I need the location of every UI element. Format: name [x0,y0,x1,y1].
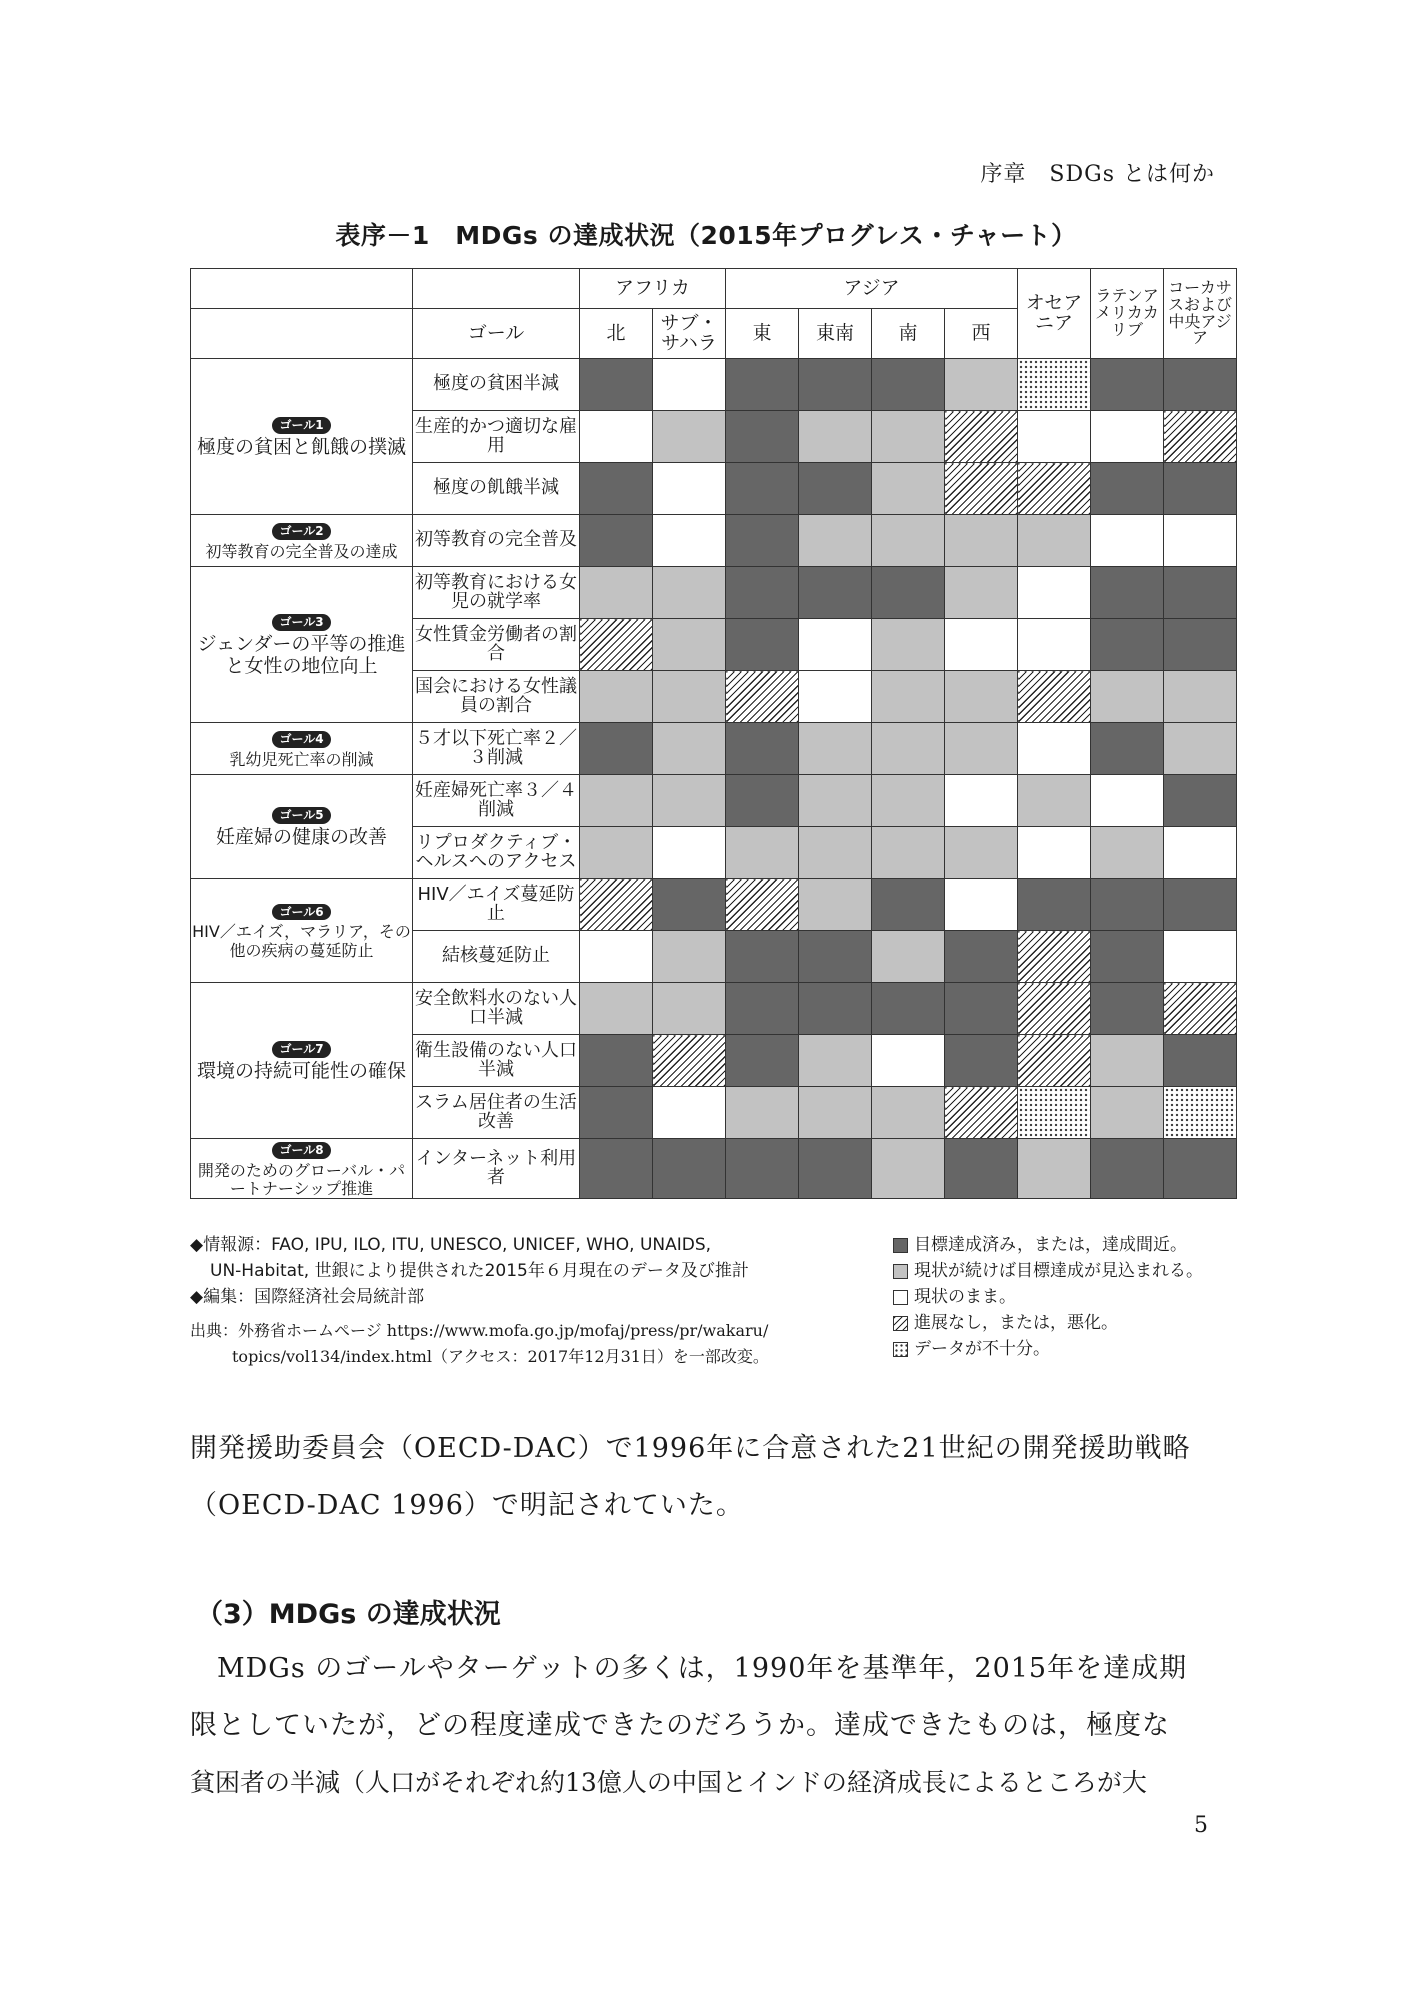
table-row [191,567,1237,619]
status-cell [799,619,872,671]
status-cell [1164,671,1237,723]
status-cell [726,1139,799,1199]
status-cell [872,983,945,1035]
target-label: ５才以下死亡率２／３削減 [413,723,580,775]
header-goal-blank [191,309,413,359]
goal-cell [191,983,413,1139]
goal-cell [191,723,413,775]
goal-badge: ゴール6 [272,904,330,921]
goal-title: ジェンダーの平等の推進と女性の地位向上 [197,632,406,677]
goal-cell [191,1139,413,1199]
status-cell [945,1139,1018,1199]
status-cell [799,567,872,619]
status-cell [1018,931,1091,983]
status-cell [945,671,1018,723]
header-goal: ゴール [413,309,580,359]
header-subregion: サブ・サハラ [653,309,726,359]
status-cell [1091,1139,1164,1199]
status-cell [653,983,726,1035]
target-label: インターネット利用者 [413,1139,580,1199]
status-cell [1018,671,1091,723]
header-subregion: 西 [945,309,1018,359]
source-line: topics/vol134/index.html（アクセス：2017年12月31日）を一部改変。 [232,1347,769,1366]
status-cell [1018,1035,1091,1087]
status-cell [945,1035,1018,1087]
notes-line: UN-Habitat, 世銀により提供された2015年６月現在のデータ及び推計 [210,1261,749,1281]
legend-label: 目標達成済み，または，達成間近。 [914,1235,1188,1255]
status-cell [580,463,653,515]
status-cell [799,463,872,515]
table-notes [190,1232,870,1310]
status-cell [653,619,726,671]
page-number: 5 [1194,1813,1208,1838]
status-cell [945,619,1018,671]
status-cell [1018,775,1091,827]
status-cell [1164,1139,1237,1199]
status-cell [1091,515,1164,567]
status-cell [653,827,726,879]
progress-chart-table [190,268,1237,1199]
status-cell [580,567,653,619]
status-cell [653,411,726,463]
status-cell [945,463,1018,515]
table-row [191,515,1237,567]
status-cell [653,723,726,775]
goal-title: 妊産婦の健康の改善 [215,825,387,848]
goal-cell [191,567,413,723]
status-cell [1164,619,1237,671]
status-cell [1091,463,1164,515]
status-cell [1018,723,1091,775]
status-cell [1091,827,1164,879]
legend-label: 現状が続けば目標達成が見込まれる。 [914,1261,1203,1281]
target-label: 女性賃金労働者の割合 [413,619,580,671]
status-cell [580,879,653,931]
header-blank [413,269,580,309]
goal-badge: ゴール7 [272,1041,330,1058]
source-line: 出典：外務省ホームページ https://www.mofa.go.jp/mofaj/press/pr/wakaru/ [190,1321,769,1340]
status-cell [1091,1087,1164,1139]
status-cell [726,827,799,879]
legend-swatch [893,1342,908,1357]
status-cell [799,671,872,723]
status-cell [799,931,872,983]
status-cell [1018,1139,1091,1199]
status-cell [580,827,653,879]
target-label: 妊産婦死亡率３／４削減 [413,775,580,827]
target-label: 初等教育の完全普及 [413,515,580,567]
status-cell [653,1035,726,1087]
status-cell [726,515,799,567]
header-corner [191,269,413,309]
status-cell [799,515,872,567]
status-cell [1164,775,1237,827]
status-cell [799,359,872,411]
status-cell [872,1139,945,1199]
goal-title: 極度の貧困と飢餓の撲滅 [196,435,406,458]
header-subregion: 北 [580,309,653,359]
status-cell [1164,411,1237,463]
status-cell [872,411,945,463]
running-header: 序章 SDGs とは何か [980,162,1215,187]
legend-item [893,1284,1203,1310]
target-label: スラム居住者の生活改善 [413,1087,580,1139]
target-label: HIV／エイズ蔓延防止 [413,879,580,931]
status-cell [1091,723,1164,775]
target-label: 安全飲料水のない人口半減 [413,983,580,1035]
status-cell [580,411,653,463]
header-oceania: オセアニア [1018,269,1091,359]
status-cell [945,879,1018,931]
status-cell [872,359,945,411]
paragraph-line: 貧困者の半減（人口がそれぞれ約13億人の中国とインドの経済成長によるところが大 [190,1768,1147,1797]
status-cell [1018,619,1091,671]
status-cell [872,775,945,827]
table-row [191,983,1237,1035]
status-cell [945,515,1018,567]
status-cell [653,931,726,983]
status-cell [726,1087,799,1139]
status-cell [872,515,945,567]
status-cell [580,359,653,411]
status-cell [653,567,726,619]
goal-badge: ゴール2 [272,523,330,540]
status-cell [1091,567,1164,619]
header-subregion: 南 [872,309,945,359]
status-cell [872,671,945,723]
status-cell [726,411,799,463]
goal-cell [191,515,413,567]
status-cell [799,411,872,463]
legend-label: 進展なし，または，悪化。 [914,1313,1118,1333]
goal-title: 環境の持続可能性の確保 [196,1059,406,1082]
header-subregion: 東 [726,309,799,359]
goal-badge: ゴール5 [272,807,330,824]
status-cell [1018,567,1091,619]
status-cell [653,515,726,567]
status-cell [1018,359,1091,411]
status-cell [726,879,799,931]
status-cell [726,775,799,827]
notes-line: ◆編集：国際経済社会局統計部 [190,1287,425,1307]
status-cell [580,1139,653,1199]
status-cell [726,567,799,619]
notes-line: ◆情報源：FAO, IPU, ILO, ITU, UNESCO, UNICEF, WHO, UNAIDS, [190,1235,712,1255]
goal-badge: ゴール3 [272,614,330,631]
source-note [190,1318,880,1370]
status-cell [726,983,799,1035]
status-cell [726,1035,799,1087]
status-cell [1018,983,1091,1035]
legend-swatch [893,1316,908,1331]
status-cell [1091,879,1164,931]
header-region-africa: アフリカ [580,269,726,309]
status-cell [872,827,945,879]
table-row [191,879,1237,931]
table-row [191,1139,1237,1199]
status-cell [653,1087,726,1139]
status-cell [580,775,653,827]
status-cell [726,671,799,723]
status-cell [653,359,726,411]
status-cell [872,1087,945,1139]
goal-badge: ゴール8 [272,1142,330,1159]
status-cell [1164,463,1237,515]
status-cell [1091,619,1164,671]
status-cell [1091,671,1164,723]
status-cell [1018,1087,1091,1139]
status-cell [653,671,726,723]
target-label: 生産的かつ適切な雇用 [413,411,580,463]
status-cell [945,567,1018,619]
status-cell [799,827,872,879]
status-cell [945,775,1018,827]
status-cell [799,723,872,775]
status-cell [1018,411,1091,463]
status-cell [1164,983,1237,1035]
legend-swatch [893,1238,908,1253]
status-cell [872,931,945,983]
status-cell [872,463,945,515]
legend-swatch [893,1290,908,1305]
goal-cell [191,775,413,879]
target-label: 極度の貧困半減 [413,359,580,411]
goal-badge: ゴール4 [272,731,330,748]
status-cell [580,671,653,723]
legend-item [893,1232,1203,1258]
status-cell [1018,463,1091,515]
status-cell [872,1035,945,1087]
status-cell [945,931,1018,983]
target-label: 初等教育における女児の就学率 [413,567,580,619]
status-cell [1164,879,1237,931]
target-label: リプロダクティブ・ヘルスへのアクセス [413,827,580,879]
status-cell [653,1139,726,1199]
goal-badge: ゴール1 [272,417,330,434]
status-cell [1018,827,1091,879]
legend [893,1232,1203,1362]
section-title: （3）MDGs の達成状況 [196,1599,501,1630]
status-cell [726,463,799,515]
status-cell [726,931,799,983]
status-cell [1164,359,1237,411]
status-cell [872,567,945,619]
status-cell [1164,723,1237,775]
status-cell [799,879,872,931]
legend-item [893,1258,1203,1284]
status-cell [1018,515,1091,567]
target-label: 結核蔓延防止 [413,931,580,983]
status-cell [1091,1035,1164,1087]
status-cell [872,723,945,775]
status-cell [1091,775,1164,827]
status-cell [653,879,726,931]
status-cell [945,827,1018,879]
status-cell [1164,931,1237,983]
status-cell [1091,931,1164,983]
status-cell [945,1087,1018,1139]
status-cell [580,723,653,775]
paragraph-line: 限としていたが，どの程度達成できたのだろうか。達成できたものは，極度な [190,1710,1170,1741]
status-cell [726,359,799,411]
status-cell [1164,1035,1237,1087]
status-cell [945,359,1018,411]
status-cell [1091,983,1164,1035]
status-cell [1091,359,1164,411]
target-label: 極度の飢餓半減 [413,463,580,515]
legend-label: 現状のまま。 [914,1287,1016,1307]
status-cell [1164,1087,1237,1139]
table-row [191,359,1237,411]
header-latin-america: ラテンアメリカカリブ [1091,269,1164,359]
header-region-asia: アジア [726,269,1018,309]
status-cell [580,515,653,567]
status-cell [580,983,653,1035]
status-cell [580,1087,653,1139]
status-cell [1164,515,1237,567]
goal-title: HIV／エイズ，マラリア，その他の疾病の蔓延防止 [192,922,411,960]
status-cell [799,1139,872,1199]
status-cell [799,1035,872,1087]
paragraph-line: （OECD-DAC 1996）で明記されていた。 [190,1490,744,1521]
status-cell [799,775,872,827]
paragraph-line: MDGs のゴールやターゲットの多くは，1990年を基準年，2015年を達成期 [217,1653,1188,1684]
goal-title: 初等教育の完全普及の達成 [205,541,398,561]
goal-cell [191,879,413,983]
status-cell [799,983,872,1035]
status-cell [1164,827,1237,879]
status-cell [726,723,799,775]
legend-swatch [893,1264,908,1279]
status-cell [1164,567,1237,619]
table-row [191,723,1237,775]
status-cell [872,619,945,671]
paragraph [190,1640,1230,1811]
paragraph-line: 開発援助委員会（OECD-DAC）で1996年に合意された21世紀の開発援助戦略 [190,1433,1191,1464]
legend-item [893,1336,1203,1362]
goal-title: 開発のためのグローバル・パートナーシップ推進 [197,1160,406,1198]
status-cell [945,983,1018,1035]
status-cell [580,931,653,983]
status-cell [872,879,945,931]
target-label: 衛生設備のない人口半減 [413,1035,580,1087]
goal-cell [191,359,413,515]
status-cell [580,1035,653,1087]
status-cell [580,619,653,671]
status-cell [653,775,726,827]
header-caucasus-central-asia: コーカサスおよび中央アジア [1164,269,1237,359]
status-cell [945,411,1018,463]
goal-title: 乳幼児死亡率の削減 [229,749,374,769]
status-cell [1018,879,1091,931]
status-cell [799,1087,872,1139]
paragraph [190,1420,1230,1534]
status-cell [945,723,1018,775]
table-row [191,775,1237,827]
legend-label: データが不十分。 [914,1339,1050,1359]
status-cell [653,463,726,515]
table-caption: 表序－1 MDGs の達成状況（2015年プログレス・チャート） [335,221,1077,250]
status-cell [726,619,799,671]
header-subregion: 東南 [799,309,872,359]
status-cell [1091,411,1164,463]
target-label: 国会における女性議員の割合 [413,671,580,723]
legend-item [893,1310,1203,1336]
